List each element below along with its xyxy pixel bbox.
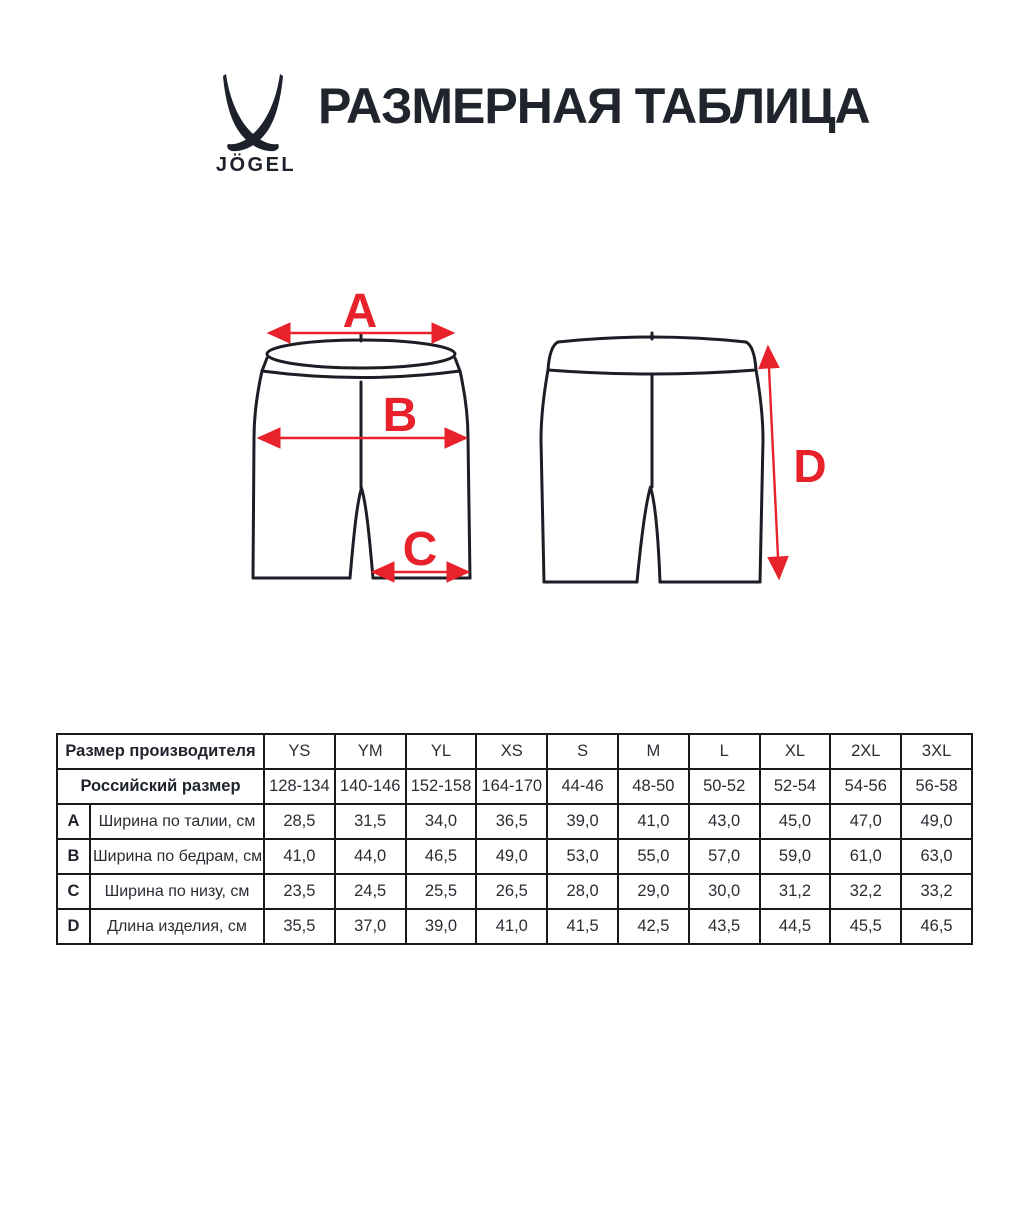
dimension-letter-cell: B — [57, 839, 90, 874]
shorts-measurement-diagram — [0, 270, 1024, 610]
measurement-value-cell: 63,0 — [901, 839, 972, 874]
brand-name: JÖGEL — [215, 154, 297, 176]
dimension-label-d: D — [793, 440, 827, 492]
size-header-cell: 50-52 — [689, 769, 760, 804]
size-table-row — [57, 909, 972, 944]
size-table-row — [57, 804, 972, 839]
measurement-value-cell: 34,0 — [406, 804, 477, 839]
size-header-cell: 2XL — [830, 734, 901, 769]
measurement-value-cell: 45,5 — [830, 909, 901, 944]
measurement-value-cell: 29,0 — [618, 874, 689, 909]
size-table-header-row — [57, 734, 972, 769]
measurement-value-cell: 28,0 — [547, 874, 618, 909]
measurement-value-cell: 30,0 — [689, 874, 760, 909]
size-header-cell: 152-158 — [406, 769, 477, 804]
size-header-cell: XL — [760, 734, 831, 769]
size-table-row — [57, 839, 972, 874]
dimension-letter-cell: C — [57, 874, 90, 909]
measurement-value-cell: 26,5 — [476, 874, 547, 909]
measurement-value-cell: 45,0 — [760, 804, 831, 839]
size-header-cell: 44-46 — [547, 769, 618, 804]
measurement-value-cell: 33,2 — [901, 874, 972, 909]
measurement-value-cell: 59,0 — [760, 839, 831, 874]
measurement-value-cell: 39,0 — [547, 804, 618, 839]
measurement-value-cell: 25,5 — [406, 874, 477, 909]
measurement-value-cell: 43,5 — [689, 909, 760, 944]
shorts-front-view — [253, 334, 470, 578]
measurement-value-cell: 53,0 — [547, 839, 618, 874]
measurement-value-cell: 47,0 — [830, 804, 901, 839]
dimension-description-cell: Длина изделия, см — [90, 909, 264, 944]
measurement-value-cell: 41,0 — [476, 909, 547, 944]
header-row-label: Размер производителя — [57, 734, 264, 769]
dimension-letter-cell: A — [57, 804, 90, 839]
size-header-cell: 128-134 — [264, 769, 335, 804]
jogel-v-mark-icon — [196, 70, 316, 152]
size-header-cell: 48-50 — [618, 769, 689, 804]
measurement-value-cell: 57,0 — [689, 839, 760, 874]
measurement-value-cell: 49,0 — [901, 804, 972, 839]
measurement-value-cell: 61,0 — [830, 839, 901, 874]
size-table-header-row — [57, 769, 972, 804]
measurement-value-cell: 41,0 — [264, 839, 335, 874]
measurement-value-cell: 23,5 — [264, 874, 335, 909]
size-header-cell: 140-146 — [335, 769, 406, 804]
measurement-value-cell: 28,5 — [264, 804, 335, 839]
measurement-value-cell: 41,0 — [618, 804, 689, 839]
brand-logo — [196, 70, 316, 177]
dimension-label-a: A — [342, 285, 378, 338]
size-table — [56, 733, 973, 945]
measurement-value-cell: 24,5 — [335, 874, 406, 909]
size-header-cell: 164-170 — [476, 769, 547, 804]
size-header-cell: XS — [476, 734, 547, 769]
size-header-cell: M — [618, 734, 689, 769]
dimension-description-cell: Ширина по талии, см — [90, 804, 264, 839]
measurement-value-cell: 49,0 — [476, 839, 547, 874]
size-header-cell: 3XL — [901, 734, 972, 769]
dimension-description-cell: Ширина по низу, см — [90, 874, 264, 909]
page-title: РАЗМЕРНАЯ ТАБЛИЦА — [318, 78, 870, 134]
measurement-value-cell: 42,5 — [618, 909, 689, 944]
measurement-value-cell: 43,0 — [689, 804, 760, 839]
measurement-value-cell: 46,5 — [901, 909, 972, 944]
size-table-body — [57, 734, 972, 944]
measurement-value-cell: 39,0 — [406, 909, 477, 944]
shorts-back-view — [541, 333, 763, 582]
size-header-cell: YL — [406, 734, 477, 769]
measurement-value-cell: 41,5 — [547, 909, 618, 944]
size-header-cell: YS — [264, 734, 335, 769]
measurement-value-cell: 46,5 — [406, 839, 477, 874]
size-header-cell: 56-58 — [901, 769, 972, 804]
measurement-value-cell: 44,5 — [760, 909, 831, 944]
measurement-value-cell: 37,0 — [335, 909, 406, 944]
measurement-value-cell: 55,0 — [618, 839, 689, 874]
size-table-row — [57, 874, 972, 909]
measurement-value-cell: 36,5 — [476, 804, 547, 839]
dimension-letter-cell: D — [57, 909, 90, 944]
size-header-cell: 52-54 — [760, 769, 831, 804]
length-arrow — [768, 347, 779, 578]
dimension-label-b: B — [382, 389, 418, 442]
measurement-value-cell: 44,0 — [335, 839, 406, 874]
measurement-value-cell: 35,5 — [264, 909, 335, 944]
header-row-label: Российский размер — [57, 769, 264, 804]
size-header-cell: S — [547, 734, 618, 769]
size-header-cell: YM — [335, 734, 406, 769]
dimension-label-c: C — [402, 523, 438, 576]
size-header-cell: L — [689, 734, 760, 769]
measurement-value-cell: 31,2 — [760, 874, 831, 909]
measurement-value-cell: 32,2 — [830, 874, 901, 909]
dimension-description-cell: Ширина по бедрам, см — [90, 839, 264, 874]
size-header-cell: 54-56 — [830, 769, 901, 804]
measurement-value-cell: 31,5 — [335, 804, 406, 839]
